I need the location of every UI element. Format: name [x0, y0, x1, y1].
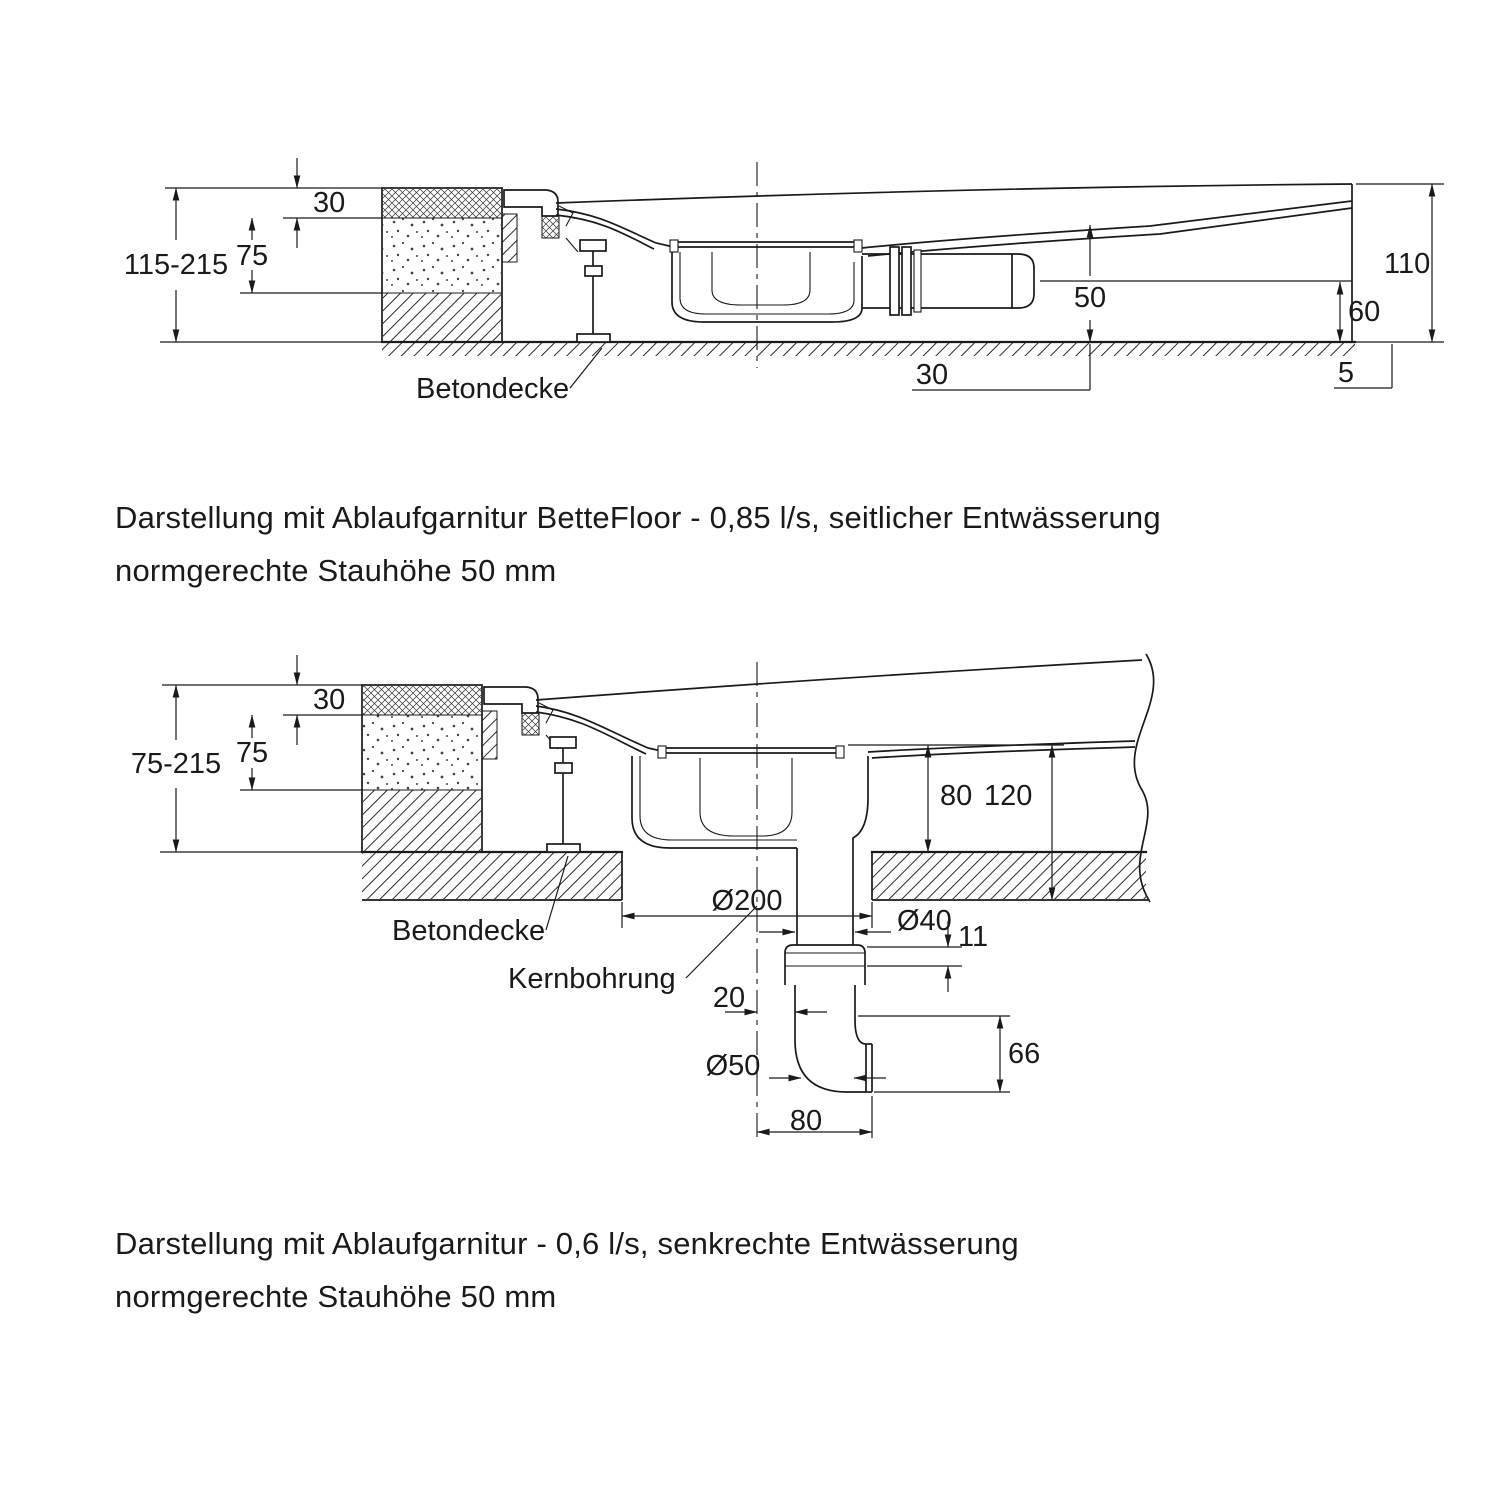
rim-profile [484, 687, 538, 713]
tray-rim-line [536, 660, 1142, 700]
dim-layer-75-bottom: 75 [235, 737, 269, 769]
tray-rim-line [556, 184, 1352, 203]
caption-top [115, 500, 1161, 588]
dim-layer-30-bottom: 30 [313, 684, 346, 716]
dim-outlet-60: 60 [1348, 296, 1381, 328]
drain-grate-bottom [658, 746, 844, 758]
edge-profile-bottom [482, 687, 558, 759]
dim-layer-75-top: 75 [235, 240, 269, 272]
dim-total-110: 110 [1384, 248, 1431, 280]
dim-drain-80: 80 [940, 780, 973, 812]
labels-top [416, 348, 602, 405]
siphon-cup [712, 252, 810, 305]
dim-range-bottom: 75-215 [130, 748, 222, 780]
caption-top-line2: normgerechte Stauhöhe 50 mm [115, 553, 557, 588]
masonry-layer [383, 293, 501, 342]
floor-slab-top [382, 342, 1355, 356]
wall-assembly-top [382, 188, 502, 342]
section-bottom-vertical-drain [131, 654, 1154, 1140]
label-betondecke-bottom: Betondecke [392, 915, 546, 947]
dim-offset-20: 20 [712, 982, 746, 1014]
adhesive-strip [482, 711, 497, 759]
pipe-socket [785, 945, 865, 985]
seal-block [522, 713, 539, 735]
dim-gap-5: 5 [1337, 357, 1355, 389]
label-kernbohrung: Kernbohrung [508, 963, 676, 995]
support-foot-top [577, 240, 610, 342]
caption-bottom-line1: Darstellung mit Ablaufgarnitur - 0,6 l/s, senkrechte Entwässerung [115, 1226, 1019, 1261]
outlet-pipe-top [862, 247, 1034, 315]
drain-bowl-bottom [632, 756, 868, 848]
screed-layer [363, 715, 481, 790]
siphon-cup [700, 758, 792, 836]
wall-assembly-bottom [362, 685, 482, 852]
dimensions-top [124, 158, 1444, 391]
insulation-layer [383, 189, 501, 218]
rim-profile [504, 190, 558, 216]
dim-total-120: 120 [984, 780, 1033, 812]
shower-tray-top [556, 184, 1352, 342]
insulation-layer [363, 686, 481, 715]
dim-core-hole-200: Ø200 [711, 885, 783, 917]
support-foot-bottom [547, 737, 580, 852]
elbow-inner [855, 1020, 866, 1044]
label-betondecke-top: Betondecke [416, 373, 570, 405]
caption-top-line1: Darstellung mit Ablaufgarnitur BetteFloor - 0,85 l/s, seitlicher Entwässerung [115, 500, 1161, 535]
dim-pipe-40: Ø40 [897, 905, 952, 937]
dim-stau-50: 50 [1073, 282, 1107, 314]
fixing-screw [566, 238, 578, 252]
drain-grate-top [670, 240, 862, 252]
seal-block [542, 216, 559, 238]
masonry-layer [363, 790, 481, 852]
screed-layer [383, 218, 501, 293]
edge-profile-top [502, 190, 578, 262]
section-top-side-drain [124, 158, 1444, 405]
caption-bottom [115, 1226, 1019, 1314]
dim-offset-30: 30 [915, 359, 949, 391]
dim-layer-30-top: 30 [313, 187, 346, 219]
pipe-end [1012, 254, 1034, 308]
adhesive-strip [502, 214, 517, 262]
drain-bowl-top [672, 252, 862, 322]
pipe-coupling [890, 247, 899, 315]
dim-range-top: 115-215 [123, 249, 229, 281]
vertical-outlet-pipe [785, 848, 872, 1092]
dim-elbow-66: 66 [1008, 1038, 1041, 1070]
dim-outlet-50: Ø50 [705, 1050, 761, 1082]
dim-socket-11: 11 [958, 921, 989, 953]
floor-hatch [382, 343, 1355, 356]
dim-elbow-80: 80 [789, 1105, 823, 1137]
caption-bottom-line2: normgerechte Stauhöhe 50 mm [115, 1279, 557, 1314]
elbow-outer [795, 1040, 866, 1092]
